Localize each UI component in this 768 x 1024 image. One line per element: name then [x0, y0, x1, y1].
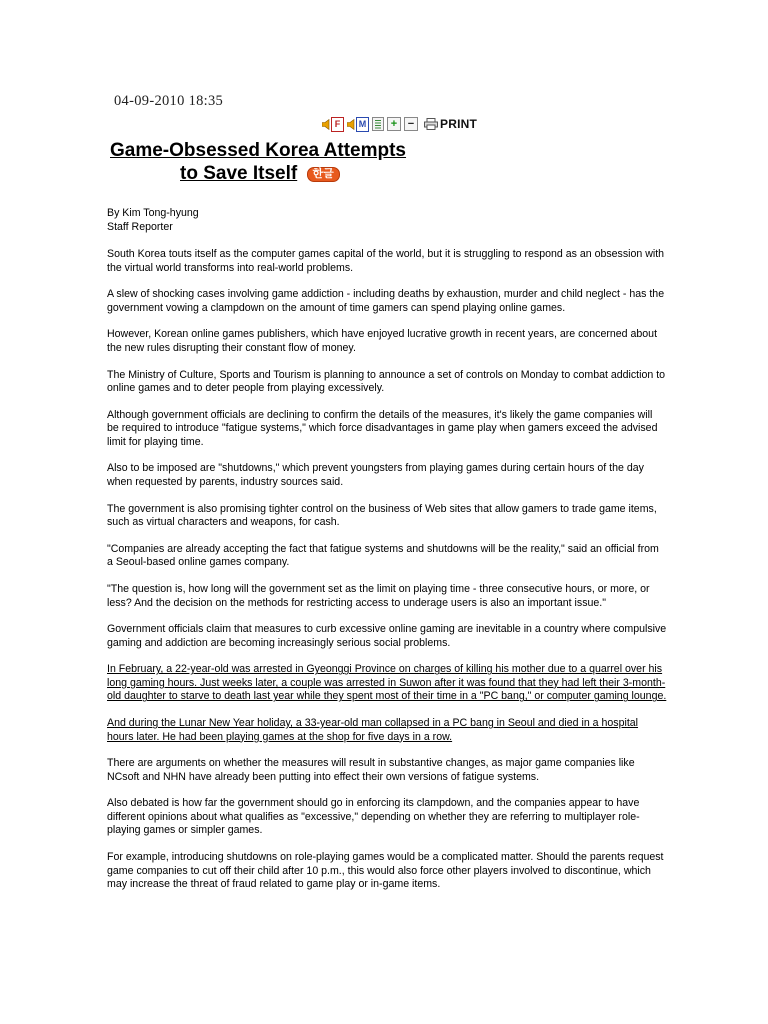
paragraph: "Companies are already accepting the fact that fatigue systems and shutdowns will be the reality," said an official from a Seoul-based online games company. — [107, 542, 659, 569]
increase-font-button[interactable] — [387, 117, 401, 131]
paragraph: South Korea touts itself as the computer games capital of the world, but it is struggling to respond as an obsession with the virtual world transforms into real-world problems. — [107, 248, 665, 274]
listen-male-button[interactable] — [347, 117, 369, 132]
female-voice-label: F — [331, 117, 344, 132]
plus-icon: + — [390, 118, 398, 130]
byline-role: Staff Reporter — [107, 220, 173, 233]
paragraph: Although government officials are declining to confirm the details of the measures, it's likely the game companies will be required to introduce "fatigue systems," which force disadvantages in game play when gamers exceed the advised limit for playing time. — [107, 408, 658, 448]
male-voice-label: M — [356, 117, 369, 132]
paragraph: For example, introducing shutdowns on role-playing games would be a complicated matter. Should the parents request game companies to cut off their child after 10 p.m., this would also force other players involved to discontinue, which may increase the threat of fraud related to game play or in-game items. — [107, 851, 664, 891]
printer-icon — [424, 118, 438, 130]
paragraph: A slew of shocking cases involving game addiction - including deaths by exhaustion, murder and child neglect - has the government vowing a clampdown on the amount of time gamers can spend playing online games. — [107, 288, 665, 314]
paragraph: "The question is, how long will the government set as the limit on playing time - three consecutive hours, or more, or less? And the decision on the methods for restricting access to underage users is also an important issue." — [107, 583, 650, 609]
decrease-font-button[interactable] — [404, 117, 418, 131]
paragraph: Also debated is how far the government should go in enforcing its clampdown, and the companies appear to have different opinions about what qualifies as "excessive," depending on whether they are referring to multiplayer role-playing games or simpler games. — [107, 797, 640, 837]
paragraph: There are arguments on whether the measures will result in substantive changes, as major game companies like NCsoft and NHN have already been putting into effect their own versions of fatigue systems. — [107, 757, 635, 783]
hangul-version-button[interactable]: 한글 — [307, 167, 340, 182]
list-icon — [372, 117, 384, 131]
minus-icon: − — [407, 118, 415, 130]
highlighted-paragraph: In February, a 22-year-old was arrested in Gyeonggi Province on charges of killing his mother due to a quarrel over his long gaming hours. Just weeks later, a couple was arrested in Suwon after it was found that they had left their 3-month-old daughter to starve to death last year while they spent most of their time in a "PC bang," or computer gaming lounge. — [107, 663, 667, 703]
speaker-icon — [322, 119, 331, 130]
article-title — [110, 139, 430, 185]
paragraph: The government is also promising tighter control on the business of Web sites that allow gamers to trade game items, such as virtual characters and weapons, for cash. — [107, 502, 657, 529]
article-body — [107, 248, 667, 905]
byline — [107, 207, 199, 234]
paragraph: The Ministry of Culture, Sports and Tourism is planning to announce a set of controls on Monday to combat addiction to online games and to deter people from playing excessively. — [107, 368, 666, 395]
listen-female-button[interactable] — [322, 117, 344, 132]
title-line-2: to Save Itself — [180, 163, 298, 184]
byline-name: By Kim Tong-hyung — [107, 207, 199, 219]
dateline: 04-09-2010 18:35 — [114, 93, 224, 109]
title-line-1: Game-Obsessed Korea Attempts — [110, 140, 407, 161]
list-button[interactable] — [372, 117, 384, 131]
print-label: PRINT — [440, 117, 477, 131]
paragraph: However, Korean online games publishers, which have enjoyed lucrative growth in recent years, are concerned about the new rules disrupting their constant flow of money. — [107, 328, 658, 354]
print-button[interactable] — [424, 117, 477, 131]
paragraph: Also to be imposed are "shutdowns," which prevent youngsters from playing games during certain hours of the day when requested by parents, industry sources said. — [107, 462, 644, 488]
speaker-icon — [347, 119, 356, 130]
highlighted-paragraph: And during the Lunar New Year holiday, a 33-year-old man collapsed in a PC bang in Seoul and died in a hospital hours later. He had been playing games at the shop for five days in a row. — [107, 717, 639, 743]
article-toolbar — [322, 116, 477, 132]
paragraph: Government officials claim that measures to curb excessive online gaming are inevitable in a country where compulsive gaming and addiction are becoming increasingly serious social problems. — [107, 623, 667, 649]
